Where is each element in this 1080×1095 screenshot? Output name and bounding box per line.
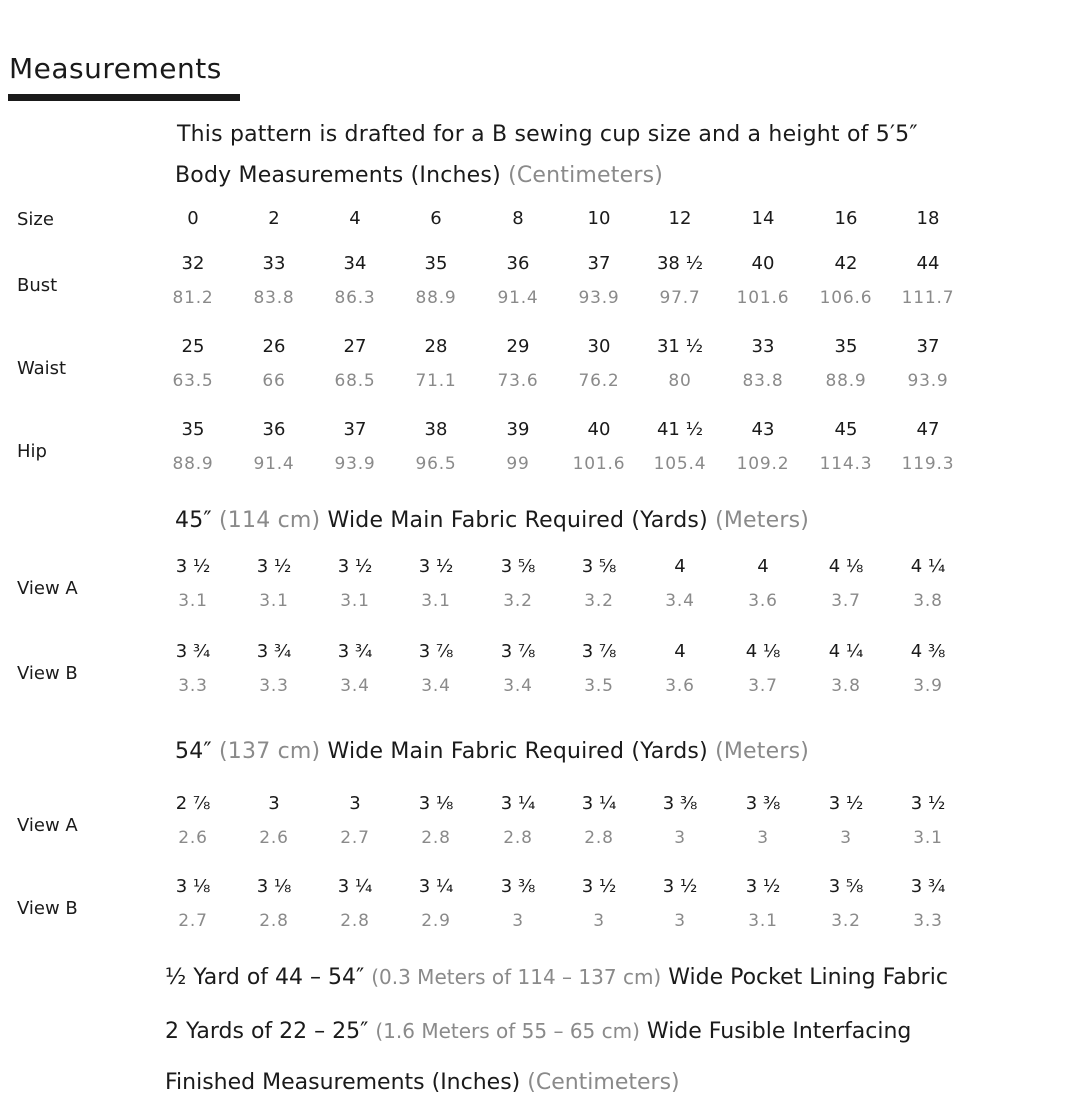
meters-value: 2.6: [259, 828, 289, 848]
yards-value: 3 ⅜: [500, 876, 536, 897]
meters-value: 2.7: [178, 911, 208, 931]
yards-value: 3 ¼: [500, 793, 536, 814]
row-label-bust: Bust: [17, 275, 58, 296]
inch-value: 36: [506, 253, 530, 274]
cm-value: 66: [262, 371, 286, 391]
row-label-view-a: View A: [17, 578, 78, 599]
inch-value: 38: [424, 419, 448, 440]
size-value: 10: [587, 208, 611, 229]
meters-value: 3: [674, 828, 686, 848]
cm-value: 93.9: [907, 371, 949, 391]
inch-value: 37: [343, 419, 367, 440]
inch-value: 32: [181, 253, 205, 274]
yards-value: 4: [674, 641, 686, 662]
cm-value: 80: [668, 371, 692, 391]
finished-heading-alt: (Centimeters): [527, 1070, 680, 1095]
inch-value: 42: [834, 253, 858, 274]
cm-value: 93.9: [578, 288, 620, 308]
fabric-54-alt: (Meters): [715, 739, 810, 764]
inch-value: 30: [587, 336, 611, 357]
meters-value: 2.8: [421, 828, 451, 848]
yards-value: 4: [757, 556, 769, 577]
interfacing-desc: Wide Fusible Interfacing: [646, 1019, 912, 1044]
meters-value: 3.1: [259, 591, 289, 611]
inch-value: 43: [751, 419, 775, 440]
row-label-hip: Hip: [17, 441, 47, 462]
meters-value: 3.5: [584, 676, 614, 696]
yards-value: 4 ¼: [828, 641, 864, 662]
meters-value: 2.8: [503, 828, 533, 848]
cm-value: 83.8: [742, 371, 784, 391]
meters-value: 3.8: [913, 591, 943, 611]
yards-value: 3 ⅞: [500, 641, 536, 662]
size-value: 16: [834, 208, 858, 229]
inch-value: 38 ½: [656, 253, 704, 274]
meters-value: 2.9: [421, 911, 451, 931]
size-value: 18: [916, 208, 940, 229]
meters-value: 3.1: [178, 591, 208, 611]
fabric-45-width-cm: (114 cm): [219, 508, 321, 533]
fabric-45-text: Wide Main Fabric Required (Yards): [327, 508, 708, 533]
meters-value: 3.2: [503, 591, 533, 611]
inch-value: 37: [916, 336, 940, 357]
title-underline: [8, 94, 240, 101]
yards-value: 3 ½: [828, 793, 864, 814]
yards-value: 3 ⅝: [500, 556, 536, 577]
size-value: 6: [430, 208, 442, 229]
cm-value: 93.9: [334, 454, 376, 474]
inch-value: 37: [587, 253, 611, 274]
cm-value: 101.6: [736, 288, 790, 308]
interfacing-metric: (1.6 Meters of 55 – 65 cm): [375, 1019, 640, 1043]
interfacing-line: [165, 1019, 911, 1044]
fabric-54-heading: [175, 739, 809, 764]
meters-value: 2.8: [340, 911, 370, 931]
finished-heading-main: Finished Measurements (Inches): [165, 1070, 521, 1095]
yards-value: 3 ½: [745, 876, 781, 897]
cm-value: 88.9: [825, 371, 867, 391]
yards-value: 4 ¼: [910, 556, 946, 577]
yards-value: 4: [674, 556, 686, 577]
yards-value: 3 ½: [418, 556, 454, 577]
cm-value: 106.6: [819, 288, 873, 308]
cm-value: 119.3: [901, 454, 955, 474]
size-value: 12: [668, 208, 692, 229]
intro-text: This pattern is drafted for a B sewing cup size and a height of 5′5″: [177, 122, 918, 147]
body-measurements-heading: [175, 163, 663, 188]
yards-value: 3 ⅛: [418, 793, 454, 814]
yards-value: 3 ½: [175, 556, 211, 577]
meters-value: 3: [840, 828, 852, 848]
inch-value: 45: [834, 419, 858, 440]
meters-value: 3.8: [831, 676, 861, 696]
inch-value: 40: [751, 253, 775, 274]
meters-value: 3.1: [748, 911, 778, 931]
interfacing-qty: 2 Yards of 22 – 25″: [165, 1019, 369, 1044]
yards-value: 3 ⅜: [745, 793, 781, 814]
cm-value: 73.6: [497, 371, 539, 391]
meters-value: 3: [512, 911, 524, 931]
fabric-45-heading: [175, 508, 809, 533]
yards-value: 3 ⅝: [828, 876, 864, 897]
yards-value: 3 ½: [581, 876, 617, 897]
yards-value: 3 ⅞: [581, 641, 617, 662]
inch-value: 31 ½: [656, 336, 704, 357]
yards-value: 4 ⅛: [745, 641, 781, 662]
inch-value: 34: [343, 253, 367, 274]
pocket-desc: Wide Pocket Lining Fabric: [668, 965, 948, 990]
finished-measurements-heading: [165, 1070, 680, 1095]
fabric-54-text: Wide Main Fabric Required (Yards): [327, 739, 708, 764]
yards-value: 3 ½: [256, 556, 292, 577]
yards-value: 3 ¼: [418, 876, 454, 897]
inch-value: 25: [181, 336, 205, 357]
cm-value: 76.2: [578, 371, 620, 391]
row-label-waist: Waist: [17, 358, 67, 379]
meters-value: 3.3: [178, 676, 208, 696]
meters-value: 3.2: [831, 911, 861, 931]
meters-value: 3.1: [340, 591, 370, 611]
meters-value: 3.6: [665, 676, 695, 696]
row-label-view-a: View A: [17, 815, 78, 836]
meters-value: 3.4: [421, 676, 451, 696]
pocket-qty: ½ Yard of 44 – 54″: [165, 965, 365, 990]
yards-value: 3 ½: [910, 793, 946, 814]
yards-value: 4 ⅛: [828, 556, 864, 577]
meters-value: 3.4: [340, 676, 370, 696]
cm-value: 71.1: [415, 371, 457, 391]
body-heading-main: Body Measurements (Inches): [175, 163, 501, 188]
meters-value: 2.8: [584, 828, 614, 848]
size-label: Size: [17, 209, 54, 230]
row-label-view-b: View B: [17, 898, 78, 919]
yards-value: 3 ⅛: [175, 876, 211, 897]
cm-value: 81.2: [172, 288, 214, 308]
meters-value: 3.4: [665, 591, 695, 611]
meters-value: 3.7: [748, 676, 778, 696]
cm-value: 68.5: [334, 371, 376, 391]
inch-value: 27: [343, 336, 367, 357]
cm-value: 96.5: [415, 454, 457, 474]
meters-value: 3.9: [913, 676, 943, 696]
meters-value: 3.4: [503, 676, 533, 696]
cm-value: 83.8: [253, 288, 295, 308]
cm-value: 97.7: [659, 288, 701, 308]
meters-value: 2.6: [178, 828, 208, 848]
meters-value: 3: [593, 911, 605, 931]
yards-value: 3 ⅝: [581, 556, 617, 577]
fabric-45-width: 45″: [175, 508, 212, 533]
yards-value: 4 ⅜: [910, 641, 946, 662]
pocket-metric: (0.3 Meters of 114 – 137 cm): [371, 965, 662, 989]
yards-value: 3 ¾: [337, 641, 373, 662]
cm-value: 88.9: [415, 288, 457, 308]
row-label-view-b: View B: [17, 663, 78, 684]
meters-value: 2.7: [340, 828, 370, 848]
inch-value: 33: [262, 253, 286, 274]
inch-value: 33: [751, 336, 775, 357]
meters-value: 3.3: [259, 676, 289, 696]
cm-value: 88.9: [172, 454, 214, 474]
pocket-lining-line: [165, 965, 948, 990]
inch-value: 29: [506, 336, 530, 357]
cm-value: 111.7: [901, 288, 955, 308]
size-value: 14: [751, 208, 775, 229]
inch-value: 35: [834, 336, 858, 357]
size-value: 4: [349, 208, 361, 229]
meters-value: 3: [757, 828, 769, 848]
cm-value: 86.3: [334, 288, 376, 308]
inch-value: 36: [262, 419, 286, 440]
cm-value: 91.4: [253, 454, 295, 474]
yards-value: 3 ½: [337, 556, 373, 577]
cm-value: 114.3: [819, 454, 873, 474]
yards-value: 3: [268, 793, 280, 814]
cm-value: 91.4: [497, 288, 539, 308]
fabric-45-alt: (Meters): [715, 508, 810, 533]
yards-value: 3 ⅞: [418, 641, 454, 662]
inch-value: 47: [916, 419, 940, 440]
inch-value: 35: [181, 419, 205, 440]
cm-value: 109.2: [736, 454, 790, 474]
size-value: 2: [268, 208, 280, 229]
cm-value: 63.5: [172, 371, 214, 391]
inch-value: 44: [916, 253, 940, 274]
yards-value: 3 ⅜: [662, 793, 698, 814]
yards-value: 3 ½: [662, 876, 698, 897]
yards-value: 3 ¾: [910, 876, 946, 897]
meters-value: 3.1: [421, 591, 451, 611]
cm-value: 101.6: [572, 454, 626, 474]
cm-value: 99: [506, 454, 530, 474]
inch-value: 40: [587, 419, 611, 440]
meters-value: 3: [674, 911, 686, 931]
inch-value: 35: [424, 253, 448, 274]
meters-value: 3.2: [584, 591, 614, 611]
inch-value: 41 ½: [656, 419, 704, 440]
page-title: Measurements: [9, 52, 222, 85]
size-value: 8: [512, 208, 524, 229]
yards-value: 3 ¼: [337, 876, 373, 897]
fabric-54-width: 54″: [175, 739, 212, 764]
body-heading-alt: (Centimeters): [508, 163, 664, 188]
fabric-54-width-cm: (137 cm): [219, 739, 321, 764]
meters-value: 3.3: [913, 911, 943, 931]
yards-value: 3 ¾: [175, 641, 211, 662]
yards-value: 3 ¼: [581, 793, 617, 814]
yards-value: 3 ¾: [256, 641, 292, 662]
yards-value: 3: [349, 793, 361, 814]
cm-value: 105.4: [653, 454, 707, 474]
inch-value: 28: [424, 336, 448, 357]
meters-value: 3.1: [913, 828, 943, 848]
yards-value: 3 ⅛: [256, 876, 292, 897]
yards-value: 2 ⅞: [175, 793, 211, 814]
size-value: 0: [187, 208, 199, 229]
meters-value: 3.6: [748, 591, 778, 611]
inch-value: 39: [506, 419, 530, 440]
meters-value: 2.8: [259, 911, 289, 931]
inch-value: 26: [262, 336, 286, 357]
meters-value: 3.7: [831, 591, 861, 611]
